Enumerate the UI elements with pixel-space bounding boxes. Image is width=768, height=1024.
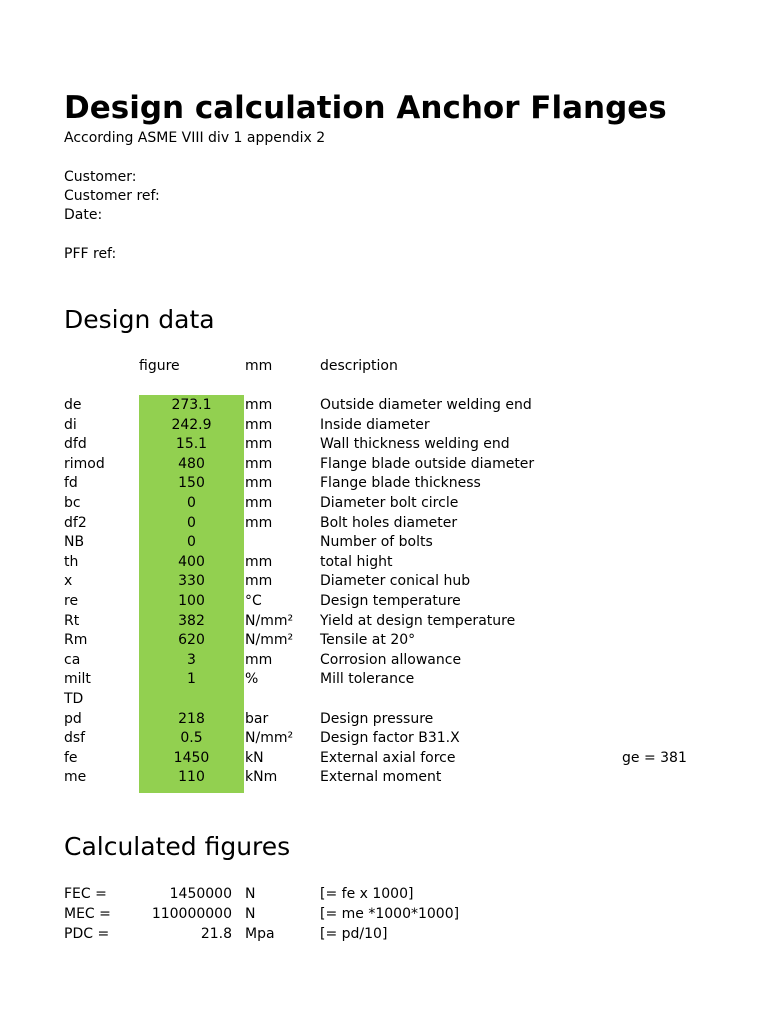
unit-column-header: mm (245, 358, 273, 374)
parameter-unit: mm (245, 455, 273, 472)
customer-ref-label: Customer ref: (64, 188, 160, 204)
parameter-description: External moment (320, 769, 442, 786)
design-row-fe (0, 749, 768, 769)
calculated-formula: [= pd/10] (320, 926, 388, 942)
parameter-name: th (64, 553, 79, 570)
design-row-rm (0, 631, 768, 651)
design-row-ca (0, 651, 768, 671)
parameter-unit: mm (245, 397, 273, 413)
parameter-unit: N/mm² (245, 632, 294, 649)
design-row-re (0, 592, 768, 612)
parameter-unit: mm (245, 416, 273, 433)
design-row-pd (0, 710, 768, 730)
calculated-unit: N (245, 906, 256, 922)
parameter-value[interactable]: 15.1 (175, 436, 208, 453)
pff-ref-label: PFF ref: (64, 246, 117, 262)
parameter-name: NB (64, 534, 85, 551)
parameter-name: milt (64, 671, 91, 688)
parameter-unit: bar (245, 710, 269, 727)
parameter-description: Outside diameter welding end (320, 397, 532, 413)
parameter-name: bc (64, 495, 81, 511)
parameter-value[interactable]: 242.9 (171, 416, 212, 433)
calculated-name: PDC = (64, 926, 110, 942)
parameter-description: Diameter conical hub (320, 573, 471, 590)
design-row-bc (0, 494, 768, 514)
parameter-unit: mm (245, 514, 273, 531)
parameter-unit: N/mm² (245, 730, 294, 747)
design-row-dfd (0, 435, 768, 455)
parameter-description: Flange blade thickness (320, 475, 481, 492)
design-row-td (0, 690, 768, 710)
parameter-value[interactable]: 620 (178, 632, 205, 649)
parameter-name: x (64, 573, 73, 590)
parameter-unit: mm (245, 573, 273, 590)
design-row-me (0, 768, 768, 788)
parameter-value[interactable]: 0 (187, 534, 196, 551)
calculated-unit: N (245, 886, 256, 902)
parameter-value[interactable]: 400 (178, 553, 205, 570)
parameter-name: de (64, 397, 82, 413)
calculated-name: MEC = (64, 906, 111, 922)
parameter-value[interactable]: 0.5 (180, 730, 203, 747)
calculated-row (0, 884, 768, 904)
parameter-name: fe (64, 749, 78, 766)
parameter-description: Wall thickness welding end (320, 436, 510, 453)
parameter-value[interactable]: 382 (178, 612, 205, 629)
calculated-formula: [= fe x 1000] (320, 886, 414, 902)
customer-label: Customer: (64, 169, 137, 185)
calculated-formula: [= me *1000*1000] (320, 906, 460, 922)
parameter-unit: mm (245, 651, 273, 668)
parameter-unit: mm (245, 553, 273, 570)
calculated-unit: Mpa (245, 926, 275, 942)
calculated-value: 21.8 (200, 926, 232, 942)
parameter-unit: °C (245, 593, 262, 609)
calculated-value: 1450000 (169, 886, 232, 902)
parameter-name: re (64, 593, 79, 609)
parameter-note: ge = 381 (622, 749, 687, 766)
parameter-unit: kNm (245, 769, 278, 786)
parameter-value[interactable]: 0 (187, 495, 196, 511)
design-row-rt (0, 612, 768, 632)
parameter-value[interactable]: 150 (178, 475, 205, 492)
date-label: Date: (64, 207, 103, 223)
parameter-value[interactable]: 273.1 (171, 397, 212, 413)
parameter-value[interactable]: 3 (187, 651, 196, 668)
parameter-description: Yield at design temperature (320, 612, 516, 629)
parameter-unit: mm (245, 475, 273, 492)
parameter-name: pd (64, 710, 82, 727)
parameter-unit: % (245, 671, 259, 688)
parameter-name: di (64, 416, 77, 433)
parameter-name: rimod (64, 455, 105, 472)
parameter-name: dsf (64, 730, 86, 747)
design-row-df2 (0, 514, 768, 534)
figure-column-header: figure (139, 358, 180, 374)
description-column-header: description (320, 358, 398, 374)
parameter-description: total hight (320, 553, 393, 570)
parameter-value[interactable]: 480 (178, 455, 205, 472)
parameter-description: Number of bolts (320, 534, 433, 551)
design-data-heading: Design data (64, 305, 215, 334)
calculated-row (0, 924, 768, 944)
parameter-name: ca (64, 651, 81, 668)
parameter-name: Rt (64, 612, 80, 629)
document-subtitle: According ASME VIII div 1 appendix 2 (64, 130, 326, 146)
parameter-description: Design temperature (320, 593, 461, 609)
parameter-description: Design factor B31.X (320, 730, 460, 747)
design-row-fd (0, 474, 768, 494)
parameter-value[interactable]: 110 (178, 769, 205, 786)
parameter-description: Flange blade outside diameter (320, 455, 535, 472)
parameter-description: Inside diameter (320, 416, 430, 433)
calculated-value: 110000000 (151, 906, 232, 922)
parameter-value[interactable]: 100 (178, 593, 205, 609)
parameter-description: Diameter bolt circle (320, 495, 459, 511)
parameter-value[interactable]: 1 (187, 671, 196, 688)
design-row-th (0, 553, 768, 573)
design-row-de (0, 396, 768, 416)
design-row-milt (0, 670, 768, 690)
parameter-name: df2 (64, 514, 87, 531)
parameter-description: Bolt holes diameter (320, 514, 458, 531)
document-title: Design calculation Anchor Flanges (64, 90, 667, 126)
parameter-name: Rm (64, 632, 88, 649)
parameter-name: fd (64, 475, 78, 492)
parameter-description: Mill tolerance (320, 671, 415, 688)
calculated-figures-heading: Calculated figures (64, 832, 291, 861)
parameter-unit: kN (245, 749, 264, 766)
parameter-description: Corrosion allowance (320, 651, 462, 668)
parameter-name: dfd (64, 436, 87, 453)
parameter-name: TD (64, 691, 84, 707)
parameter-value[interactable]: 0 (187, 514, 196, 531)
parameter-value[interactable]: 330 (178, 573, 205, 590)
parameter-description: Design pressure (320, 710, 434, 727)
parameter-name: me (64, 769, 87, 786)
parameter-value[interactable]: 218 (178, 710, 205, 727)
calculated-name: FEC = (64, 886, 107, 902)
calculated-row (0, 904, 768, 924)
design-row-nb (0, 533, 768, 553)
parameter-unit: N/mm² (245, 612, 294, 629)
parameter-description: External axial force (320, 749, 456, 766)
design-row-rimod (0, 455, 768, 475)
parameter-value[interactable]: 1450 (173, 749, 210, 766)
design-row-di (0, 416, 768, 436)
design-row-dsf (0, 729, 768, 749)
parameter-description: Tensile at 20° (320, 632, 416, 649)
design-row-x (0, 572, 768, 592)
parameter-unit: mm (245, 495, 273, 511)
parameter-unit: mm (245, 436, 273, 453)
